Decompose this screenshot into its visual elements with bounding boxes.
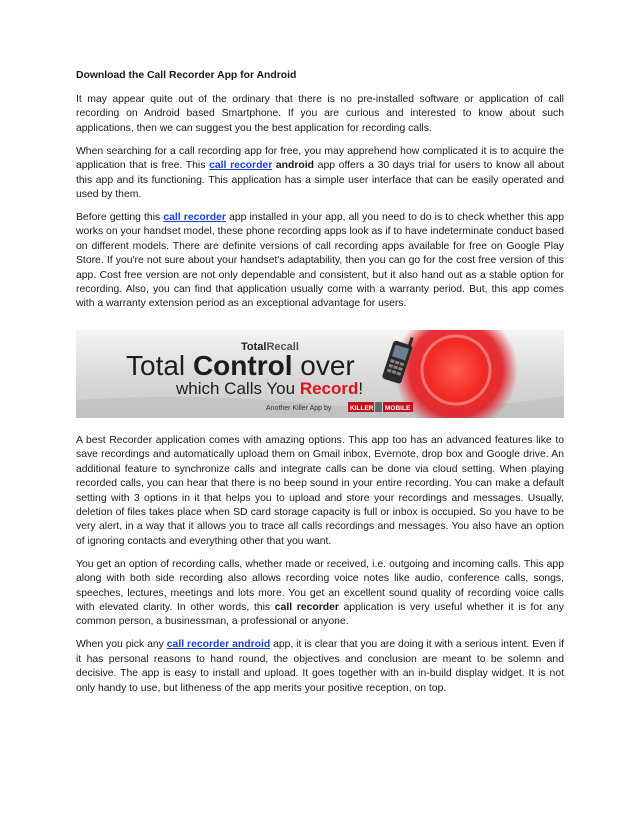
paragraph-conclusion xyxy=(76,638,564,696)
logo-recall: Recall xyxy=(266,340,299,353)
keyword-android: android xyxy=(275,160,315,172)
text-segment: app offers a 30 days trial for users to know all about this app and its functioning. This application has a simple user interface that can be easily operated and used by them. xyxy=(76,160,564,201)
headline-control: Control xyxy=(192,349,293,381)
killer-mobile-badge xyxy=(348,402,413,412)
text-segment: You get an option of recording calls, whether made or received, i.e. outgoing and incoming calls. This app along with both side recording also allows recording voice notes like audio, conference calls, songs, speeches, lectures, meetings and lots more. You get an excellent sound quality of recording voice calls with elevated clarity. In other words, this xyxy=(76,558,564,613)
badge-mobile: MOBILE xyxy=(385,404,411,412)
sub-record: Record xyxy=(299,378,359,398)
text-segment: When you pick any xyxy=(76,639,167,651)
text-segment: app, it is clear that you are doing it with a serious intent. Even if it has personal reasons to hand round, the objectives and conclusion are meant to be solemn and decisive. The app is easy to install and upload. It goes together with an in-build display widget. It is not only handy to use, but litheness of the app merits your positive reception, on top. xyxy=(76,639,564,694)
paragraph-compatibility xyxy=(76,211,564,312)
paragraph-features: A best Recorder application comes with amazing options. This app too has an advanced features like to save recordings and automatically upload them on Gmail inbox, Evernote, drop box and Google drive. An additional feature to synchronize calls and integrate calls can be done via cloud setting. When playing recorded calls, you can hear that there is no beep sound in your entire recording. You can make a default setting with 3 options in it that helps you to upload and store your recordings and messages. Usually, deletion of files takes place when SD card storage capacity is full or inbox is occupied. So you have to be very alert, in a way that it allows you to trace all calls recordings and messages. You also have an option of ignoring contacts and everything other that you want. xyxy=(76,434,564,547)
document-page xyxy=(76,68,564,705)
paragraph-free-app xyxy=(76,145,564,203)
headline-total: Total xyxy=(126,349,193,381)
keyword-call-recorder: call recorder xyxy=(274,601,339,613)
text-segment: Before getting this xyxy=(76,212,164,224)
call-recorder-link-2[interactable]: call recorder xyxy=(163,212,226,224)
headline-over: over xyxy=(292,349,355,381)
call-recorder-android-link[interactable]: call recorder android xyxy=(166,639,271,651)
badge-killer: KILLER xyxy=(350,404,374,412)
text-segment: application is very useful whether it is for any common person, a businessman, a professional or anyone. xyxy=(76,601,564,628)
document-title: Download the Call Recorder App for Android xyxy=(76,70,297,81)
banner-headline xyxy=(126,350,355,381)
text-segment: app installed in your app, all you need to do is to check whether this app works on your handset model, these phone recording apps look as if to have indeterminate conduct based on different models. There are definite versions of call recording apps available for free on Google Play Store. If you're not sure about your handset's adaptability, then you can go for the cost free version of this app. Cost free version are not only dependable and consistent, but it also hand out as a stable option for recording. Also, you can find that application usually come with a warranty period. But, this app comes with a warranty extension period as an exceptional advantage for users. xyxy=(76,212,564,310)
banner-subline xyxy=(175,379,363,398)
text-segment: When searching for a call recording app for free, you may apprehend how complicated it is to acquire the application that is free. This xyxy=(76,145,564,172)
sub-which-calls: which Calls You xyxy=(176,378,300,398)
total-recall-banner xyxy=(76,330,564,418)
sub-exclaim: ! xyxy=(358,378,364,398)
logo-total: Total xyxy=(241,340,267,353)
banner-graphic xyxy=(76,330,564,418)
paragraph-recording-options xyxy=(76,558,564,630)
banner-tagline: Another Killer App by xyxy=(266,404,332,412)
paragraph-intro: It may appear quite out of the ordinary that there is no pre-installed software or application of call recording on Android based Smartphone. If you are curious and interested to know about such applications, then we can suggest you the best application for recording calls. xyxy=(76,94,564,134)
call-recorder-link[interactable]: call recorder xyxy=(209,160,273,172)
